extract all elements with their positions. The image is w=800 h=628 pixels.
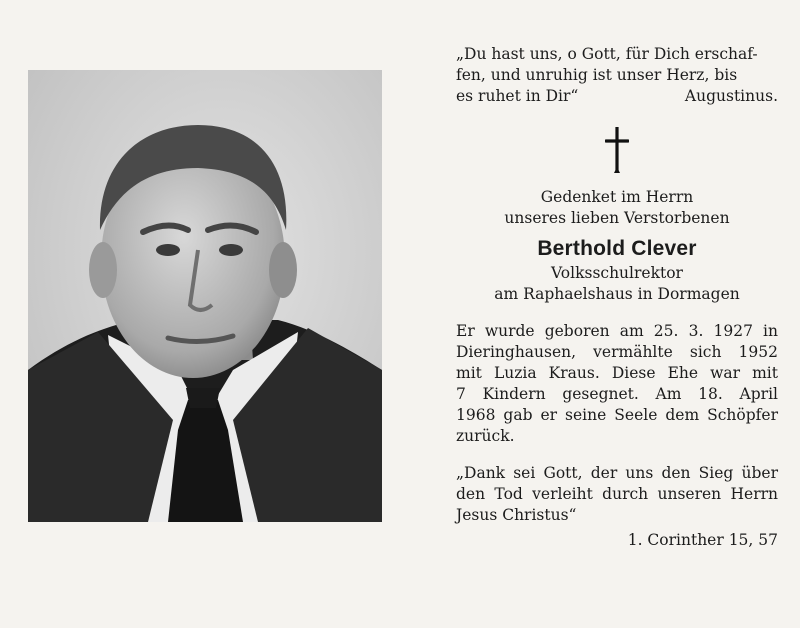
quote-attribution: Augustinus. [684, 87, 778, 105]
bio-line: Dieringhausen, vermählte sich 1952 [456, 343, 778, 361]
portrait-illustration [28, 70, 382, 522]
deceased-name: Berthold Clever [537, 237, 697, 260]
deceased-title-line-1: Volksschulrektor [551, 264, 683, 282]
bible-reference: 1. Corinther 15, 57 [627, 531, 778, 549]
quote-line: „Dank sei Gott, der uns den Sieg über [456, 464, 778, 482]
quote-line: Jesus Christus“ [456, 506, 577, 524]
bio-line: mit Luzia Kraus. Diese Ehe war mit [456, 364, 778, 382]
quote-line: den Tod verleiht durch unseren Herrn [456, 485, 778, 503]
quote-text: „Du hast uns, o Gott, für Dich erschaf- [456, 45, 758, 63]
closing-quote [456, 463, 778, 551]
cross-icon [456, 127, 778, 173]
portrait-photo [28, 70, 382, 522]
intro-line-1: Gedenket im Herrn [540, 188, 694, 206]
quote-line [456, 65, 778, 86]
quote-text: es ruhet in Dir“ [456, 87, 579, 105]
bio-line: 7 Kindern gesegnet. Am 18. April [456, 385, 778, 403]
bio-line: Er wurde geboren am 25. 3. 1927 in [456, 322, 778, 340]
quote-text: fen, und unruhig ist unser Herz, bis [456, 66, 738, 84]
biography [456, 321, 778, 447]
opening-quote [456, 44, 778, 107]
text-column [456, 44, 778, 551]
quote-line [456, 44, 778, 65]
bio-line: zurück. [456, 427, 515, 445]
bio-line: 1968 gab er seine Seele dem Schöpfer [456, 406, 778, 424]
deceased-title-line-2: am Raphaelshaus in Dormagen [494, 285, 740, 303]
intro-line-2: unseres lieben Verstorbenen [504, 209, 730, 227]
quote-line [456, 86, 778, 107]
